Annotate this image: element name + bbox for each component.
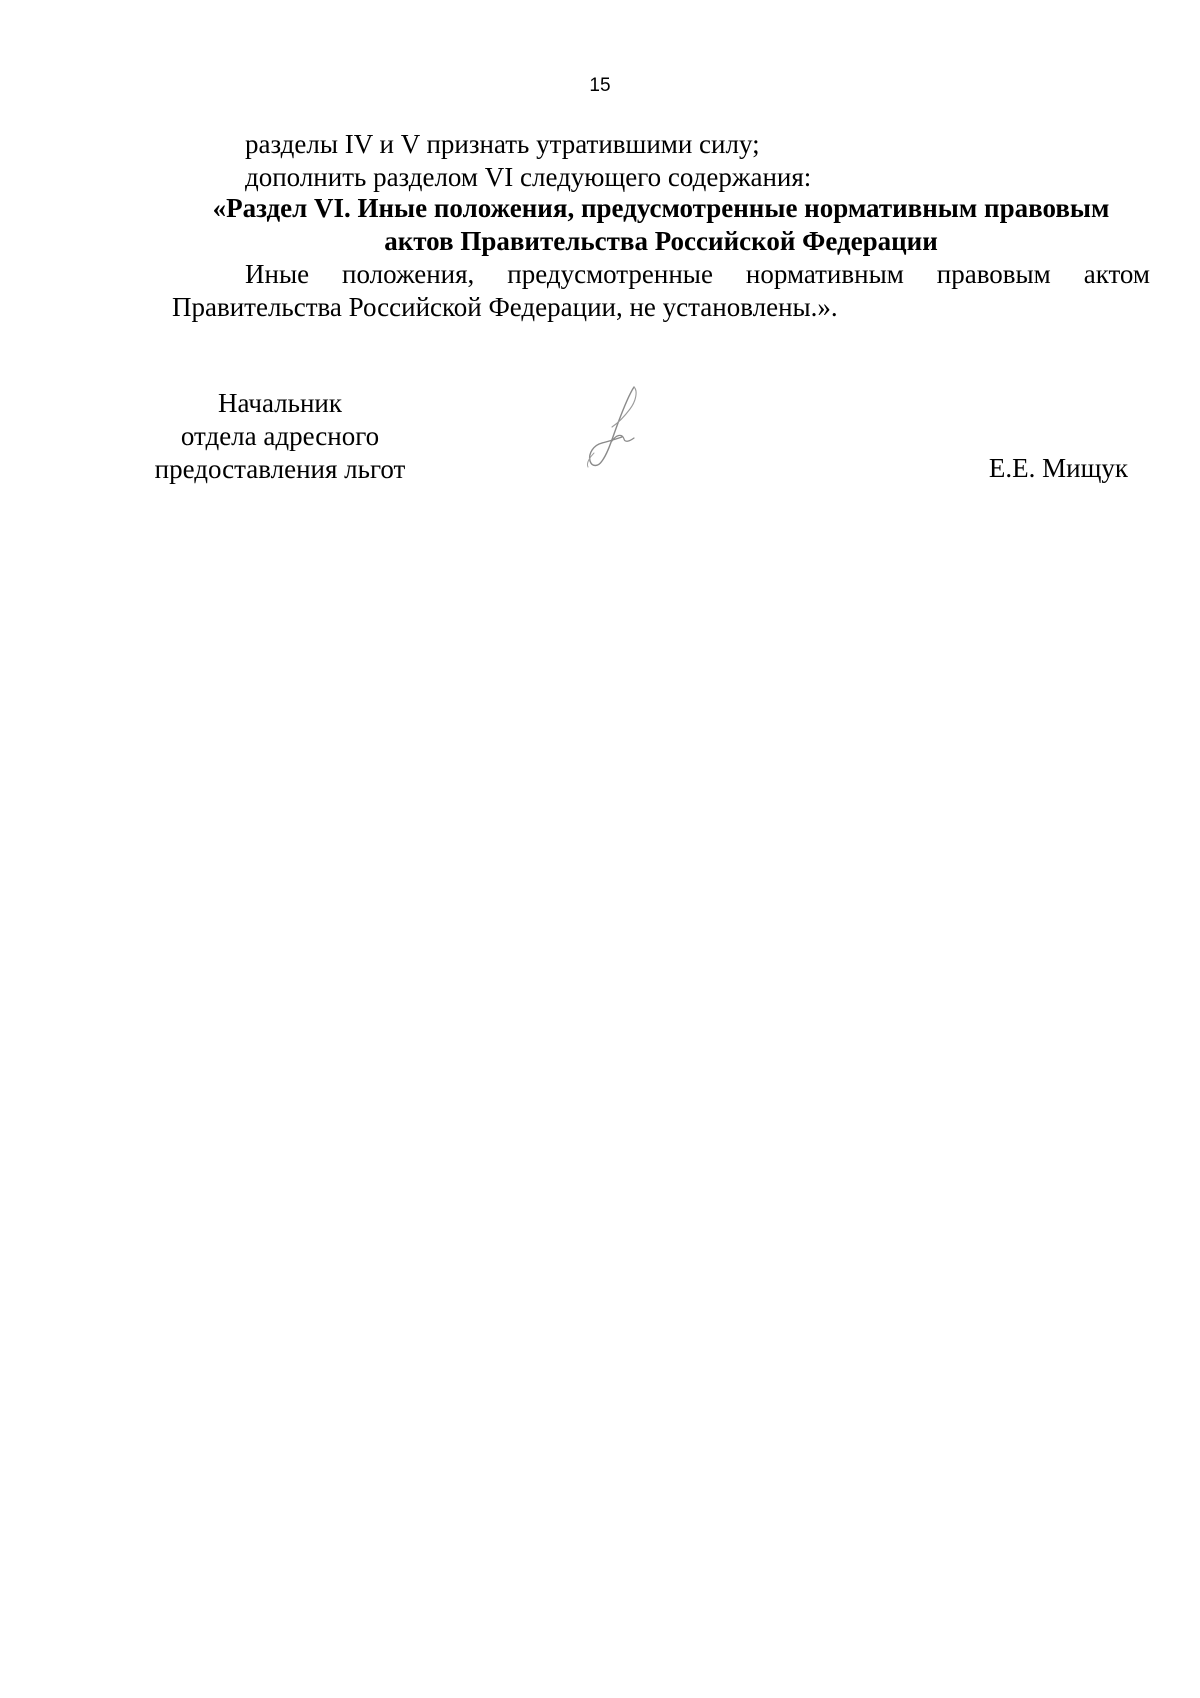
section-body-paragraph: Иные положения, предусмотренные нормативным правовым актом Правительства Российской Федерации, не установлены.». <box>172 259 1150 322</box>
text-line-sections-repealed: разделы IV и V признать утратившими силу; <box>245 129 760 159</box>
section-heading-line-2: актов Правительства Российской Федерации <box>384 226 938 256</box>
page-number: 15 <box>589 75 611 96</box>
section-heading <box>172 192 1150 258</box>
position-line-3: предоставления льгот <box>154 454 406 484</box>
text-line-add-section: дополнить разделом VI следующего содержания: <box>245 162 812 192</box>
section-heading-line-1: «Раздел VI. Иные положения, предусмотренные нормативным правовым <box>212 193 1110 223</box>
signatory-position <box>140 387 420 486</box>
handwritten-signature-icon <box>572 383 647 471</box>
signer-name: Е.Е. Мищук <box>988 453 1128 483</box>
position-line-2: отдела адресного <box>180 421 380 451</box>
position-line-1: Начальник <box>217 388 342 418</box>
